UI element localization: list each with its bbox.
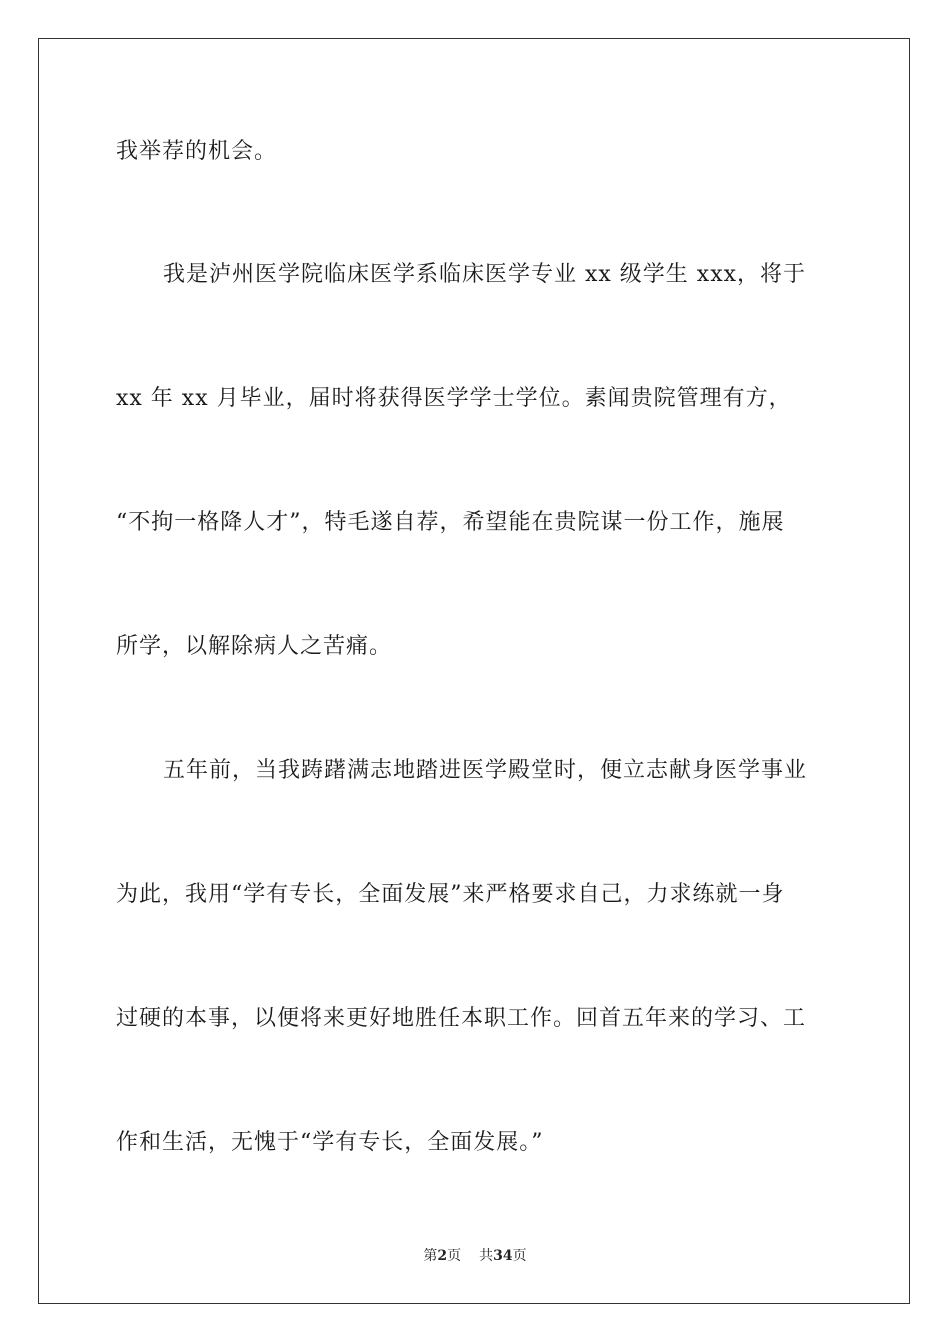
text-line-5: 所学，以解除病人之苦痛。: [116, 634, 393, 659]
footer-page-suffix: 页: [447, 1248, 462, 1264]
text-line-4: “不拘一格降人才”，特毛遂自荐，希望能在贵院谋一份工作，施展: [116, 510, 785, 535]
text-line-7: 为此，我用“学有专长，全面发展”来严格要求自己，力求练就一身: [116, 882, 785, 907]
text-line-1: 我举荐的机会。: [116, 139, 278, 164]
footer-total-prefix: 共: [479, 1248, 494, 1264]
footer-total-suffix: 页: [512, 1248, 527, 1264]
text-line-9: 作和生活，无愧于“学有专长，全面发展。”: [116, 1130, 544, 1155]
text-line-8: 过硬的本事，以便将来更好地胜任本职工作。回首五年来的学习、工: [116, 1006, 807, 1031]
text-line-3: xx 年 xx 月毕业，届时将获得医学学士学位。素闻贵院管理有方，: [116, 386, 792, 411]
footer-total-pages: 34: [493, 1248, 513, 1264]
footer-page-prefix: 第: [423, 1248, 438, 1264]
text-line-2: 我是泸州医学院临床医学系临床医学专业 xx 级学生 xxx，将于: [163, 262, 807, 287]
footer-page-number: 2: [437, 1248, 448, 1264]
page-footer: [0, 1247, 950, 1265]
text-line-6: 五年前，当我踌躇满志地踏进医学殿堂时，便立志献身医学事业: [163, 758, 808, 783]
page-border: [38, 38, 910, 1304]
